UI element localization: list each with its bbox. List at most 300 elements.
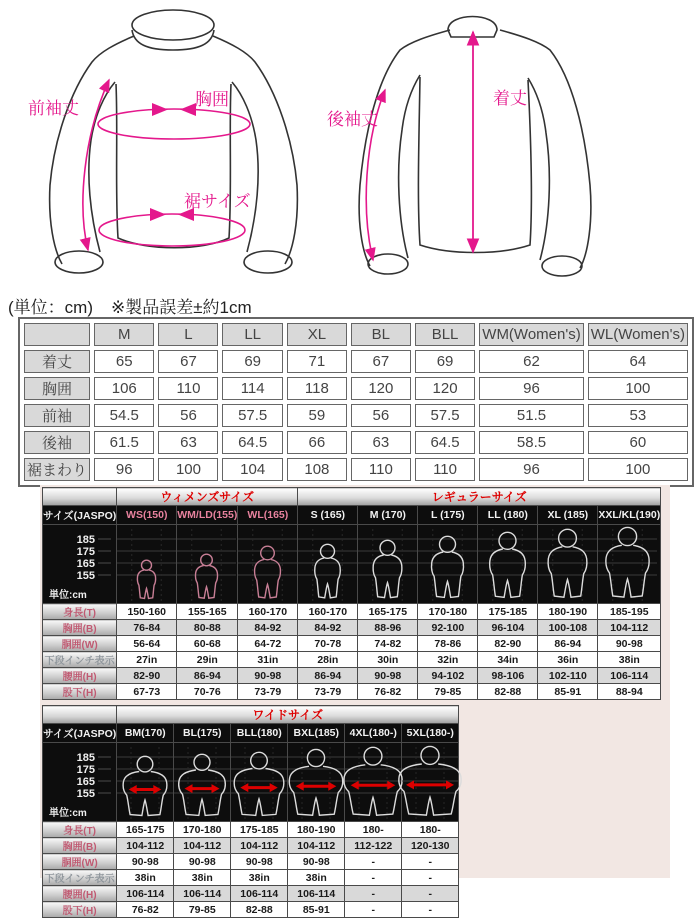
measurement-cell: 62 xyxy=(479,350,583,373)
measurement-cell: 110 xyxy=(158,377,218,400)
jaspo-value-cell: 82-88 xyxy=(231,902,288,918)
back-sleeve-length-label: 後袖丈 xyxy=(327,110,378,129)
measurement-cell: 64 xyxy=(588,350,688,373)
measurement-cell: 100 xyxy=(588,458,688,481)
scale-cell xyxy=(43,525,117,604)
regular-figure-icon xyxy=(598,525,657,603)
regular-figure-icon xyxy=(358,525,417,603)
unit-note xyxy=(8,293,270,318)
jaspo-data-row xyxy=(43,870,459,886)
measurement-cell: 100 xyxy=(588,377,688,400)
jaspo-value-cell: 34in xyxy=(478,652,538,668)
table-row xyxy=(24,377,688,400)
measurement-cell: 51.5 xyxy=(479,404,583,427)
measurement-cell: 110 xyxy=(415,458,475,481)
measurement-cell: 63 xyxy=(158,431,218,454)
girth-arrowhead-right xyxy=(329,782,337,791)
figure-cell xyxy=(418,525,478,604)
size-group-title: ウィメンズサイズ xyxy=(117,488,298,506)
girth-arrowhead-left xyxy=(296,782,304,791)
size-column-header: LL (180) xyxy=(478,506,538,525)
figure-head xyxy=(559,529,577,547)
figure-cell xyxy=(117,525,177,604)
jaspo-value-cell: - xyxy=(402,870,459,886)
size-column-header: WS(150) xyxy=(117,506,177,525)
measurement-cell: 96 xyxy=(94,458,154,481)
jaspo-value-cell: 38in xyxy=(117,870,174,886)
jaspo-row-label: 腰囲(H) xyxy=(43,668,117,684)
jaspo-value-cell: 180-190 xyxy=(288,822,345,838)
measurement-cell: 96 xyxy=(479,458,583,481)
scale-label: 155 xyxy=(76,570,95,582)
jaspo-value-cell: 84-92 xyxy=(298,620,358,636)
jaspo-value-cell: 64-72 xyxy=(238,636,298,652)
jaspo-value-cell: 28in xyxy=(298,652,358,668)
jaspo-value-cell: 112-122 xyxy=(345,838,402,854)
jaspo-value-cell: 90-98 xyxy=(288,854,345,870)
figure-body xyxy=(399,764,461,815)
figure-cell xyxy=(288,743,345,822)
jaspo-value-cell: 155-165 xyxy=(177,604,238,620)
row-header: 着丈 xyxy=(24,350,90,373)
jaspo-value-cell: 31in xyxy=(238,652,298,668)
jaspo-data-row xyxy=(43,636,661,652)
figure-body xyxy=(490,549,526,597)
jaspo-data-row xyxy=(43,684,661,700)
jaspo-value-cell: 76-82 xyxy=(358,684,418,700)
table-row xyxy=(24,458,688,481)
jaspo-value-cell: 88-96 xyxy=(358,620,418,636)
jaspo-value-cell: 104-112 xyxy=(174,838,231,854)
row-header: 後袖 xyxy=(24,431,90,454)
size-column-header: BM(170) xyxy=(117,724,174,743)
jaspo-value-cell: 38in xyxy=(231,870,288,886)
figure-cell xyxy=(298,525,358,604)
measurement-cell: 69 xyxy=(222,350,282,373)
scale-label: 185 xyxy=(76,534,95,546)
jaspo-corner-label: サイズ(JASPO) xyxy=(43,724,117,743)
girth-arrowhead-left xyxy=(406,780,414,789)
figure-cell xyxy=(402,743,459,822)
figure-head xyxy=(142,560,152,570)
column-header: LL xyxy=(222,323,282,346)
jaspo-row-label: 胴囲(W) xyxy=(43,854,117,870)
jaspo-chart-womens-regular xyxy=(40,487,670,700)
jaspo-value-cell: 30in xyxy=(358,652,418,668)
girth-arrowhead-left xyxy=(351,781,359,790)
jaspo-value-cell: 36in xyxy=(538,652,598,668)
jaspo-row-label: 股下(H) xyxy=(43,684,117,700)
jaspo-charts-panel xyxy=(40,485,670,917)
measurement-table-wrap xyxy=(18,317,694,487)
table-header-row xyxy=(24,323,688,346)
size-column-header: 5XL(180-) xyxy=(402,724,459,743)
jaspo-row-label: 股下(H) xyxy=(43,902,117,918)
figure-body xyxy=(196,566,218,599)
jaspo-row-label: 身長(T) xyxy=(43,822,117,838)
figure-cell xyxy=(238,525,298,604)
regular-figure-icon xyxy=(418,525,477,603)
jaspo-value-cell: 94-102 xyxy=(418,668,478,684)
jaspo-value-cell: 150-160 xyxy=(117,604,177,620)
jaspo-value-cell: 86-94 xyxy=(177,668,238,684)
back-jacket-outline xyxy=(359,17,591,277)
jaspo-value-cell: 106-114 xyxy=(598,668,661,684)
jaspo-value-cell: 88-94 xyxy=(598,684,661,700)
measurement-cell: 114 xyxy=(222,377,282,400)
scale-label: 175 xyxy=(76,764,95,776)
group-band-row xyxy=(43,488,661,506)
regular-figure-icon xyxy=(298,525,357,603)
column-header: M xyxy=(94,323,154,346)
wide-figure-icon xyxy=(345,743,401,821)
figure-body xyxy=(606,545,649,597)
jaspo-value-cell: 90-98 xyxy=(238,668,298,684)
girth-arrowhead-left xyxy=(185,784,193,793)
jaspo-row-label: 胴囲(W) xyxy=(43,636,117,652)
jaspo-row-label: 胸囲(B) xyxy=(43,620,117,636)
measurement-cell: 63 xyxy=(351,431,411,454)
jaspo-value-cell: 102-110 xyxy=(538,668,598,684)
jaspo-value-cell: 98-106 xyxy=(478,668,538,684)
girth-arrowhead-right xyxy=(270,783,278,792)
column-header: L xyxy=(158,323,218,346)
wide-figure-icon xyxy=(117,743,173,821)
figure-head xyxy=(619,527,637,545)
jaspo-value-cell: 78-86 xyxy=(418,636,478,652)
jaspo-value-cell: 38in xyxy=(598,652,661,668)
measurement-table xyxy=(18,317,694,487)
womens-figure-icon xyxy=(238,525,297,603)
jaspo-value-cell: 84-92 xyxy=(238,620,298,636)
figure-cell xyxy=(117,743,174,822)
size-column-header: L (175) xyxy=(418,506,478,525)
jaspo-value-cell: 85-91 xyxy=(538,684,598,700)
jaspo-value-cell: 90-98 xyxy=(358,668,418,684)
height-scale xyxy=(43,743,111,821)
jaspo-value-cell: 38in xyxy=(174,870,231,886)
jaspo-value-cell: 90-98 xyxy=(117,854,174,870)
measurement-cell: 65 xyxy=(94,350,154,373)
figure-head xyxy=(380,540,395,555)
measurement-cell: 104 xyxy=(222,458,282,481)
column-header: BL xyxy=(351,323,411,346)
size-column-header: XL (185) xyxy=(538,506,598,525)
size-column-header: 4XL(180-) xyxy=(345,724,402,743)
figure-cell xyxy=(538,525,598,604)
figure-cell xyxy=(598,525,661,604)
jaspo-data-row xyxy=(43,822,459,838)
girth-arrowhead-right xyxy=(446,780,454,789)
measurement-cell: 67 xyxy=(158,350,218,373)
figure-cell xyxy=(358,525,418,604)
scale-label: 155 xyxy=(76,788,95,800)
figure-body xyxy=(138,570,156,598)
jaspo-value-cell: 160-170 xyxy=(238,604,298,620)
jaspo-value-cell: - xyxy=(402,902,459,918)
jaspo-value-cell: 175-185 xyxy=(231,822,288,838)
jaspo-value-cell: 180-190 xyxy=(538,604,598,620)
measurement-cell: 56 xyxy=(351,404,411,427)
figure-body xyxy=(548,547,587,597)
jaspo-value-cell: 32in xyxy=(418,652,478,668)
jaspo-value-cell: 76-84 xyxy=(117,620,177,636)
group-band-row xyxy=(43,706,459,724)
band-corner-cell xyxy=(43,706,117,724)
jaspo-data-row xyxy=(43,668,661,684)
column-header: XL xyxy=(287,323,347,346)
size-group-title: レギュラーサイズ xyxy=(298,488,661,506)
figure-head xyxy=(364,747,382,765)
figure-cell xyxy=(345,743,402,822)
scale-label: 165 xyxy=(76,776,95,788)
jaspo-value-cell: 79-85 xyxy=(418,684,478,700)
jaspo-value-cell: - xyxy=(402,854,459,870)
figure-cell xyxy=(174,743,231,822)
wide-figure-icon xyxy=(402,743,458,821)
jaspo-value-cell: - xyxy=(345,886,402,902)
measurement-cell: 61.5 xyxy=(94,431,154,454)
jaspo-value-cell: 85-91 xyxy=(288,902,345,918)
table-row xyxy=(24,404,688,427)
jaspo-value-cell: 79-85 xyxy=(174,902,231,918)
back-jacket-diagram xyxy=(325,0,694,288)
figure-body xyxy=(289,766,343,815)
jaspo-value-cell: 76-82 xyxy=(117,902,174,918)
front-annotations xyxy=(28,80,251,250)
back-annotations xyxy=(327,32,527,260)
girth-arrowhead-left xyxy=(241,783,249,792)
table-row xyxy=(24,350,688,373)
row-header: 裾まわり xyxy=(24,458,90,481)
jaspo-value-cell: 90-98 xyxy=(231,854,288,870)
unit-cm-label: 単位:cm xyxy=(49,590,87,601)
jaspo-value-cell: 27in xyxy=(117,652,177,668)
jaspo-data-row xyxy=(43,620,661,636)
figure-head xyxy=(261,546,275,560)
jaspo-value-cell: 82-90 xyxy=(478,636,538,652)
jaspo-data-row xyxy=(43,902,459,918)
figure-body xyxy=(234,769,284,816)
jaspo-value-cell: 86-94 xyxy=(298,668,358,684)
jaspo-row-label: 下段インチ表示 xyxy=(43,652,117,668)
jaspo-value-cell: 80-88 xyxy=(177,620,238,636)
jaspo-value-cell: 70-78 xyxy=(298,636,358,652)
wide-figure-icon xyxy=(231,743,287,821)
measurement-cell: 120 xyxy=(351,377,411,400)
girth-arrowhead-right xyxy=(212,784,220,793)
measurement-cell: 56 xyxy=(158,404,218,427)
measurement-cell: 53 xyxy=(588,404,688,427)
measurement-cell: 100 xyxy=(158,458,218,481)
scale-label: 175 xyxy=(76,546,95,558)
jaspo-value-cell: 29in xyxy=(177,652,238,668)
jaspo-value-cell: 180- xyxy=(345,822,402,838)
measurement-cell: 106 xyxy=(94,377,154,400)
jaspo-value-cell: 104-112 xyxy=(231,838,288,854)
wide-figure-icon xyxy=(288,743,344,821)
jaspo-value-cell: 106-114 xyxy=(231,886,288,902)
jaspo-value-cell: 100-108 xyxy=(538,620,598,636)
measurement-cell: 118 xyxy=(287,377,347,400)
jaspo-value-cell: 96-104 xyxy=(478,620,538,636)
figure-head xyxy=(251,752,268,769)
measurement-cell: 64.5 xyxy=(415,431,475,454)
body-length-label: 着丈 xyxy=(493,89,527,108)
size-column-header: WL(165) xyxy=(238,506,298,525)
jaspo-value-cell: 175-185 xyxy=(478,604,538,620)
figure-body xyxy=(344,765,402,815)
girth-arrowhead-right xyxy=(388,781,396,790)
silhouette-row xyxy=(43,743,459,822)
size-column-header: XXL/KL(190) xyxy=(598,506,661,525)
jaspo-value-cell: 60-68 xyxy=(177,636,238,652)
figure-head xyxy=(137,756,153,772)
jaspo-size-table xyxy=(42,705,459,918)
figure-head xyxy=(201,554,213,566)
measurement-cell: 59 xyxy=(287,404,347,427)
corner-cell xyxy=(24,323,90,346)
figure-body xyxy=(255,560,281,598)
jaspo-value-cell: - xyxy=(345,902,402,918)
jaspo-value-cell: 90-98 xyxy=(598,636,661,652)
jaspo-value-cell: 185-195 xyxy=(598,604,661,620)
table-row xyxy=(24,431,688,454)
size-column-header: S (165) xyxy=(298,506,358,525)
figure-cell xyxy=(177,525,238,604)
jaspo-value-cell: 82-90 xyxy=(117,668,177,684)
jaspo-value-cell: 170-180 xyxy=(418,604,478,620)
figure-body xyxy=(373,555,402,598)
figure-body xyxy=(315,558,341,598)
tolerance-note: ※製品誤差±約1cm xyxy=(110,298,252,317)
column-header: WM(Women's) xyxy=(479,323,583,346)
jaspo-row-label: 下段インチ表示 xyxy=(43,870,117,886)
jaspo-value-cell: 165-175 xyxy=(358,604,418,620)
row-header: 前袖 xyxy=(24,404,90,427)
jaspo-value-cell: 92-100 xyxy=(418,620,478,636)
measurement-cell: 96 xyxy=(479,377,583,400)
figure-cell xyxy=(231,743,288,822)
jaspo-data-row xyxy=(43,604,661,620)
jaspo-value-cell: - xyxy=(345,854,402,870)
jaspo-value-cell: 170-180 xyxy=(174,822,231,838)
jaspo-value-cell: 104-112 xyxy=(288,838,345,854)
measurement-cell: 60 xyxy=(588,431,688,454)
regular-figure-icon xyxy=(478,525,537,603)
front-jacket-diagram xyxy=(12,0,332,288)
jaspo-value-cell: 38in xyxy=(288,870,345,886)
measurement-cell: 69 xyxy=(415,350,475,373)
scale-cell xyxy=(43,743,117,822)
figure-head xyxy=(308,749,325,766)
row-header: 胸囲 xyxy=(24,377,90,400)
measurement-cell: 66 xyxy=(287,431,347,454)
jaspo-data-row xyxy=(43,854,459,870)
jaspo-value-cell: 106-114 xyxy=(174,886,231,902)
jaspo-value-cell: 74-82 xyxy=(358,636,418,652)
band-corner-cell xyxy=(43,488,117,506)
jaspo-value-cell: 120-130 xyxy=(402,838,459,854)
measurement-cell: 58.5 xyxy=(479,431,583,454)
jaspo-value-cell: 90-98 xyxy=(174,854,231,870)
size-header-row xyxy=(43,506,661,525)
measurement-cell: 57.5 xyxy=(222,404,282,427)
jaspo-row-label: 胸囲(B) xyxy=(43,838,117,854)
jaspo-value-cell: 82-88 xyxy=(478,684,538,700)
measurement-cell: 108 xyxy=(287,458,347,481)
scale-label: 185 xyxy=(76,752,95,764)
jaspo-value-cell: 70-76 xyxy=(177,684,238,700)
jaspo-value-cell: - xyxy=(345,870,402,886)
front-sleeve-length-label: 前袖丈 xyxy=(28,99,79,118)
jaspo-value-cell: 56-64 xyxy=(117,636,177,652)
figure-head xyxy=(499,532,516,549)
size-header-row xyxy=(43,724,459,743)
measurement-cell: 57.5 xyxy=(415,404,475,427)
unit-cm-label: 単位:cm xyxy=(49,808,87,819)
column-header: BLL xyxy=(415,323,475,346)
jaspo-value-cell: - xyxy=(402,886,459,902)
jaspo-data-row xyxy=(43,652,661,668)
jaspo-data-row xyxy=(43,838,459,854)
figure-cell xyxy=(478,525,538,604)
chest-label: 胸囲 xyxy=(195,90,229,109)
size-group-title: ワイドサイズ xyxy=(117,706,459,724)
regular-figure-icon xyxy=(538,525,597,603)
jaspo-value-cell: 67-73 xyxy=(117,684,177,700)
jaspo-value-cell: 73-79 xyxy=(238,684,298,700)
jaspo-value-cell: 104-112 xyxy=(598,620,661,636)
size-column-header: BL(175) xyxy=(174,724,231,743)
figure-head xyxy=(421,746,439,764)
jaspo-size-table xyxy=(42,487,661,700)
jaspo-chart-wide xyxy=(40,705,670,918)
unit-note-cm: (単位：cm) xyxy=(8,298,93,317)
jaspo-row-label: 身長(T) xyxy=(43,604,117,620)
hem-size-label: 裾サイズ xyxy=(184,192,251,211)
silhouette-row xyxy=(43,525,661,604)
jaspo-value-cell: 180- xyxy=(402,822,459,838)
jaspo-data-row xyxy=(43,886,459,902)
jaspo-value-cell: 165-175 xyxy=(117,822,174,838)
measurement-cell: 110 xyxy=(351,458,411,481)
jaspo-value-cell: 106-114 xyxy=(117,886,174,902)
scale-label: 165 xyxy=(76,558,95,570)
jaspo-value-cell: 106-114 xyxy=(288,886,345,902)
size-column-header: M (170) xyxy=(358,506,418,525)
jaspo-corner-label: サイズ(JASPO) xyxy=(43,506,117,525)
measurement-cell: 71 xyxy=(287,350,347,373)
measurement-cell: 54.5 xyxy=(94,404,154,427)
jaspo-row-label: 腰囲(H) xyxy=(43,886,117,902)
wide-figure-icon xyxy=(174,743,230,821)
measurement-cell: 64.5 xyxy=(222,431,282,454)
jaspo-value-cell: 160-170 xyxy=(298,604,358,620)
jaspo-value-cell: 104-112 xyxy=(117,838,174,854)
jaspo-value-cell: 86-94 xyxy=(538,636,598,652)
jaspo-value-cell: 73-79 xyxy=(298,684,358,700)
size-column-header: BXL(185) xyxy=(288,724,345,743)
measurement-cell: 120 xyxy=(415,377,475,400)
front-jacket-outline xyxy=(50,10,298,273)
size-column-header: WM/LD(155) xyxy=(177,506,238,525)
measurement-cell: 67 xyxy=(351,350,411,373)
column-header: WL(Women's) xyxy=(588,323,688,346)
height-scale xyxy=(43,525,111,603)
size-column-header: BLL(180) xyxy=(231,724,288,743)
womens-figure-icon xyxy=(117,525,176,603)
